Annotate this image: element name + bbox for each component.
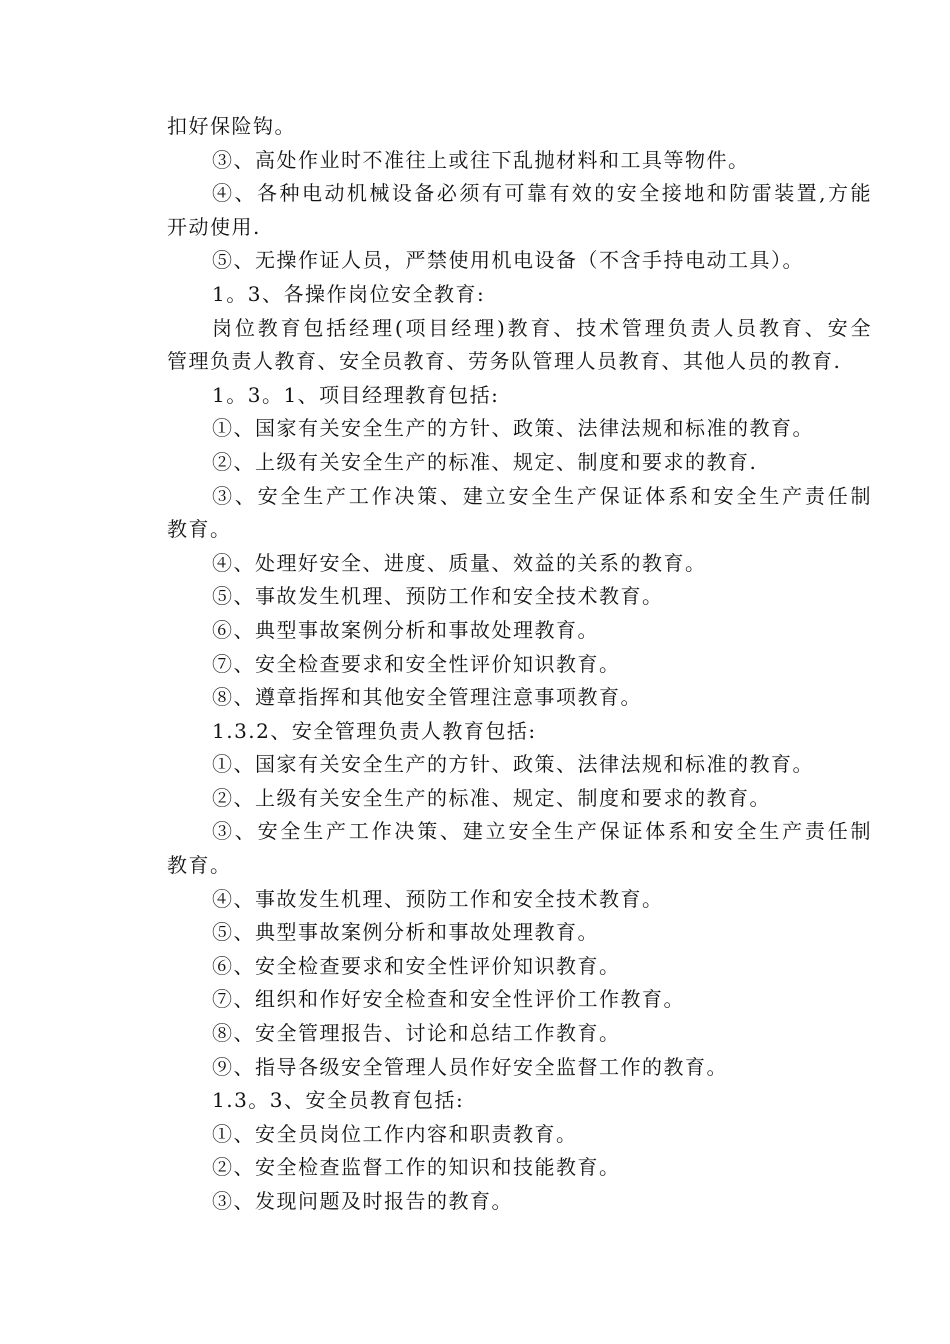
list-item: ⑨、指导各级安全管理人员作好安全监督工作的教育。 — [212, 1054, 728, 1079]
paragraph-line: 岗位教育包括经理(项目经理)教育、技术管理负责人员教育、安全 — [212, 315, 872, 340]
list-item: ④、事故发生机理、预防工作和安全技术教育。 — [212, 886, 664, 911]
list-item: ①、安全员岗位工作内容和职责教育。 — [212, 1121, 578, 1146]
list-item: ⑦、安全检查要求和安全性评价知识教育。 — [212, 651, 621, 676]
list-item: ②、安全检查监督工作的知识和技能教育。 — [212, 1155, 621, 1180]
list-item-continuation: 教育。 — [167, 853, 232, 878]
list-item: ④、处理好安全、进度、质量、效益的关系的教育。 — [212, 550, 707, 575]
list-item: ⑤、典型事故案例分析和事故处理教育。 — [212, 920, 599, 945]
list-item: ②、上级有关安全生产的标准、规定、制度和要求的教育。 — [212, 785, 771, 810]
paragraph-line: ③、高处作业时不准往上或往下乱抛材料和工具等物件。 — [212, 147, 750, 172]
paragraph-line: 开动使用. — [167, 214, 261, 239]
section-heading: 1.3。3、安全员教育包括: — [212, 1088, 465, 1113]
list-item: ⑥、典型事故案例分析和事故处理教育。 — [212, 617, 599, 642]
paragraph-line: ⑤、无操作证人员，严禁使用机电设备（不含手持电动工具）。 — [212, 248, 804, 273]
paragraph-line: 管理负责人教育、安全员教育、劳务队管理人员教育、其他人员的教育. — [167, 349, 842, 374]
section-heading: 1。3、各操作岗位安全教育: — [212, 281, 486, 306]
list-item: ⑦、组织和作好安全检查和安全性评价工作教育。 — [212, 987, 685, 1012]
list-item: ⑤、事故发生机理、预防工作和安全技术教育。 — [212, 584, 664, 609]
list-item: ②、上级有关安全生产的标准、规定、制度和要求的教育. — [212, 449, 758, 474]
list-item: ①、国家有关安全生产的方针、政策、法律法规和标准的教育。 — [212, 416, 814, 441]
list-item: ⑧、遵章指挥和其他安全管理注意事项教育。 — [212, 685, 642, 710]
list-item: ③、安全生产工作决策、建立安全生产保证体系和安全生产责任制 — [212, 819, 872, 844]
list-item: ③、安全生产工作决策、建立安全生产保证体系和安全生产责任制 — [212, 483, 872, 508]
paragraph-line: 扣好保险钩。 — [167, 114, 296, 138]
document-body — [167, 110, 872, 1219]
section-heading: 1。3。1、项目经理教育包括: — [212, 382, 500, 407]
list-item: ①、国家有关安全生产的方针、政策、法律法规和标准的教育。 — [212, 752, 814, 777]
paragraph-line: ④、各种电动机械设备必须有可靠有效的安全接地和防雷装置,方能 — [212, 181, 872, 206]
list-item: ⑥、安全检查要求和安全性评价知识教育。 — [212, 953, 621, 978]
section-heading: 1.3.2、安全管理负责人教育包括: — [212, 718, 537, 743]
list-item: ③、发现问题及时报告的教育。 — [212, 1189, 513, 1213]
list-item: ⑧、安全管理报告、讨论和总结工作教育。 — [212, 1021, 621, 1046]
list-item-continuation: 教育。 — [167, 517, 232, 542]
